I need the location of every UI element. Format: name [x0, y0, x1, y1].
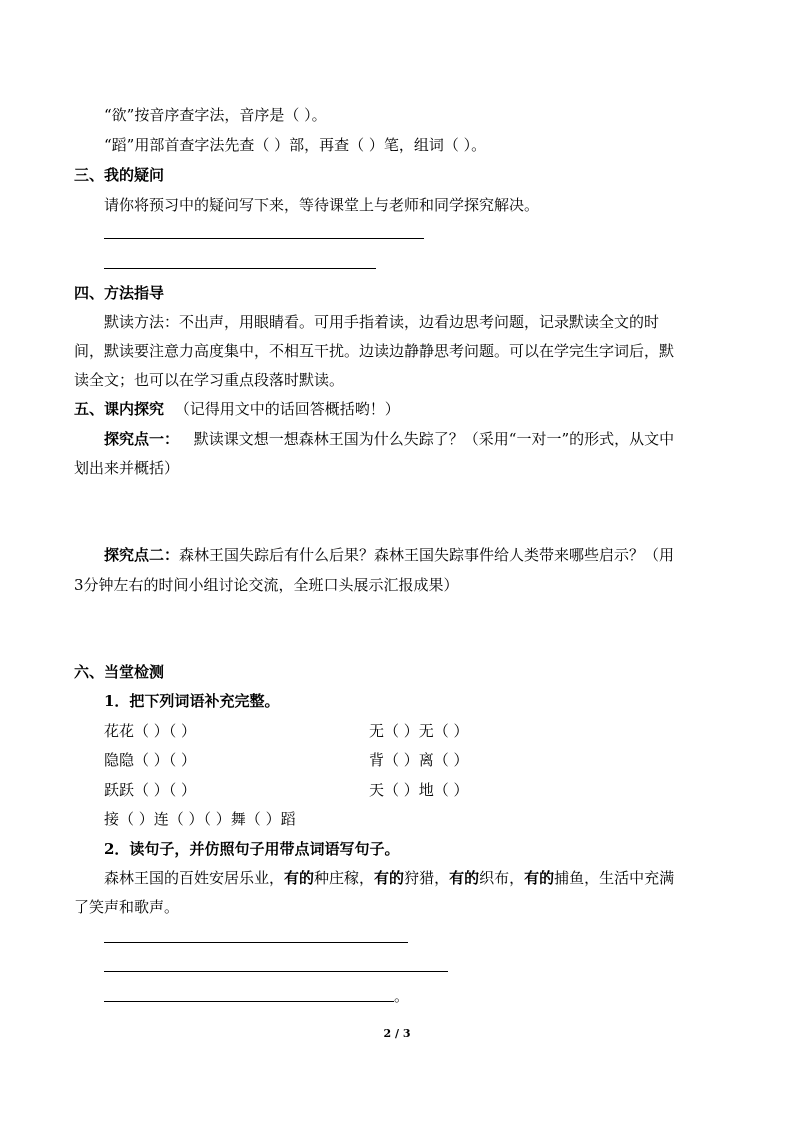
- method-paragraph-line: 读全文；也可以在学习重点段落时默读。: [74, 371, 345, 389]
- explore-point-1-text: 默读课文想一想森林王国为什么失踪了？（采用“一对一”的形式，从文中: [193, 430, 675, 448]
- dotted-word: 有的: [374, 869, 405, 887]
- answer-line: [104, 971, 448, 972]
- section4-heading: 四、方法指导: [74, 284, 165, 302]
- word-fill-row: [104, 750, 704, 770]
- dotted-word: 有的: [449, 869, 480, 887]
- section3-prompt: 请你将预习中的疑问写下来，等待课堂上与老师和同学探究解决。: [104, 196, 540, 214]
- answer-line: [104, 942, 408, 943]
- word-fill-item: 隐隐（ ）（ ）: [104, 751, 197, 769]
- explore-point-2-text: 森林王国失踪后有什么后果？森林王国失踪事件给人类带来哪些启示？（用: [179, 546, 675, 564]
- word-fill-row: [104, 780, 704, 800]
- answer-line: [104, 238, 424, 239]
- answer-line: [104, 1001, 394, 1002]
- dotted-word: 有的: [284, 869, 315, 887]
- section3-heading: 三、我的疑问: [74, 166, 165, 184]
- word-fill-item: 花花（ ）（ ）: [104, 722, 197, 740]
- section5-heading: 五、课内探究: [74, 400, 165, 418]
- word-fill-item: 天（ ）地（ ）: [369, 781, 469, 799]
- dao-radical-question: “蹈”用部首查字法先查（ ）部，再查（ ）笔，组词（ ）。: [104, 136, 487, 154]
- word-fill-item: 无（ ）无（ ）: [369, 722, 469, 740]
- explore-point-2: [104, 545, 674, 565]
- dotted-word: 有的: [524, 869, 555, 887]
- word-fill-item: 跃跃（ ）（ ）: [104, 781, 197, 799]
- page-number: 2 / 3: [383, 1027, 411, 1040]
- q1-title: 1．把下列词语补充完整。: [104, 692, 280, 710]
- answer-end-mark: 。: [394, 987, 410, 1005]
- explore-point-2-line2: 3分钟左右的时间小组讨论交流，全班口头展示汇报成果）: [74, 576, 459, 594]
- method-paragraph-line: 间，默读要注意力高度集中，不相互干扰。边读边静静思考问题。可以在学完生字词后，默: [74, 342, 675, 360]
- section6-heading: 六、当堂检测: [74, 663, 165, 681]
- explore-point-1: [104, 429, 674, 449]
- explore-point-2-label: 探究点二：: [104, 546, 180, 564]
- q2-title: 2．读句子，并仿照句子用带点词语写句子。: [104, 840, 400, 858]
- word-fill-row: [104, 809, 296, 829]
- section5-heading-line: [74, 399, 400, 419]
- answer-line: [104, 268, 376, 269]
- model-sentence-seg: 织布，: [479, 869, 525, 887]
- model-sentence-seg: 种庄稼，: [314, 869, 375, 887]
- yu-pinyin-question: “欲”按音序查字法，音序是（ ）。: [104, 106, 327, 124]
- model-sentence-seg: 森林王国的百姓安居乐业，: [104, 869, 285, 887]
- word-fill-row: [104, 721, 704, 741]
- method-paragraph-line: 默读方法：不出声，用眼睛看。可用手指着读，边看边思考问题，记录默读全文的时: [104, 313, 660, 331]
- explore-point-1-line2: 划出来并概括）: [74, 459, 180, 477]
- word-fill-item: 背（ ）离（ ）: [369, 751, 469, 769]
- word-fill-item: 接（ ）连（ ）（ ）舞（ ）蹈: [104, 810, 296, 828]
- explore-point-1-label: 探究点一：: [104, 430, 180, 448]
- model-sentence-seg: 狩猎，: [404, 869, 450, 887]
- model-sentence-seg: 捕鱼，生活中充满: [554, 869, 675, 887]
- section5-note: （记得用文中的话回答概括哟！）: [174, 400, 400, 418]
- model-sentence-line2: 了笑声和歌声。: [74, 898, 180, 916]
- model-sentence: [104, 868, 674, 888]
